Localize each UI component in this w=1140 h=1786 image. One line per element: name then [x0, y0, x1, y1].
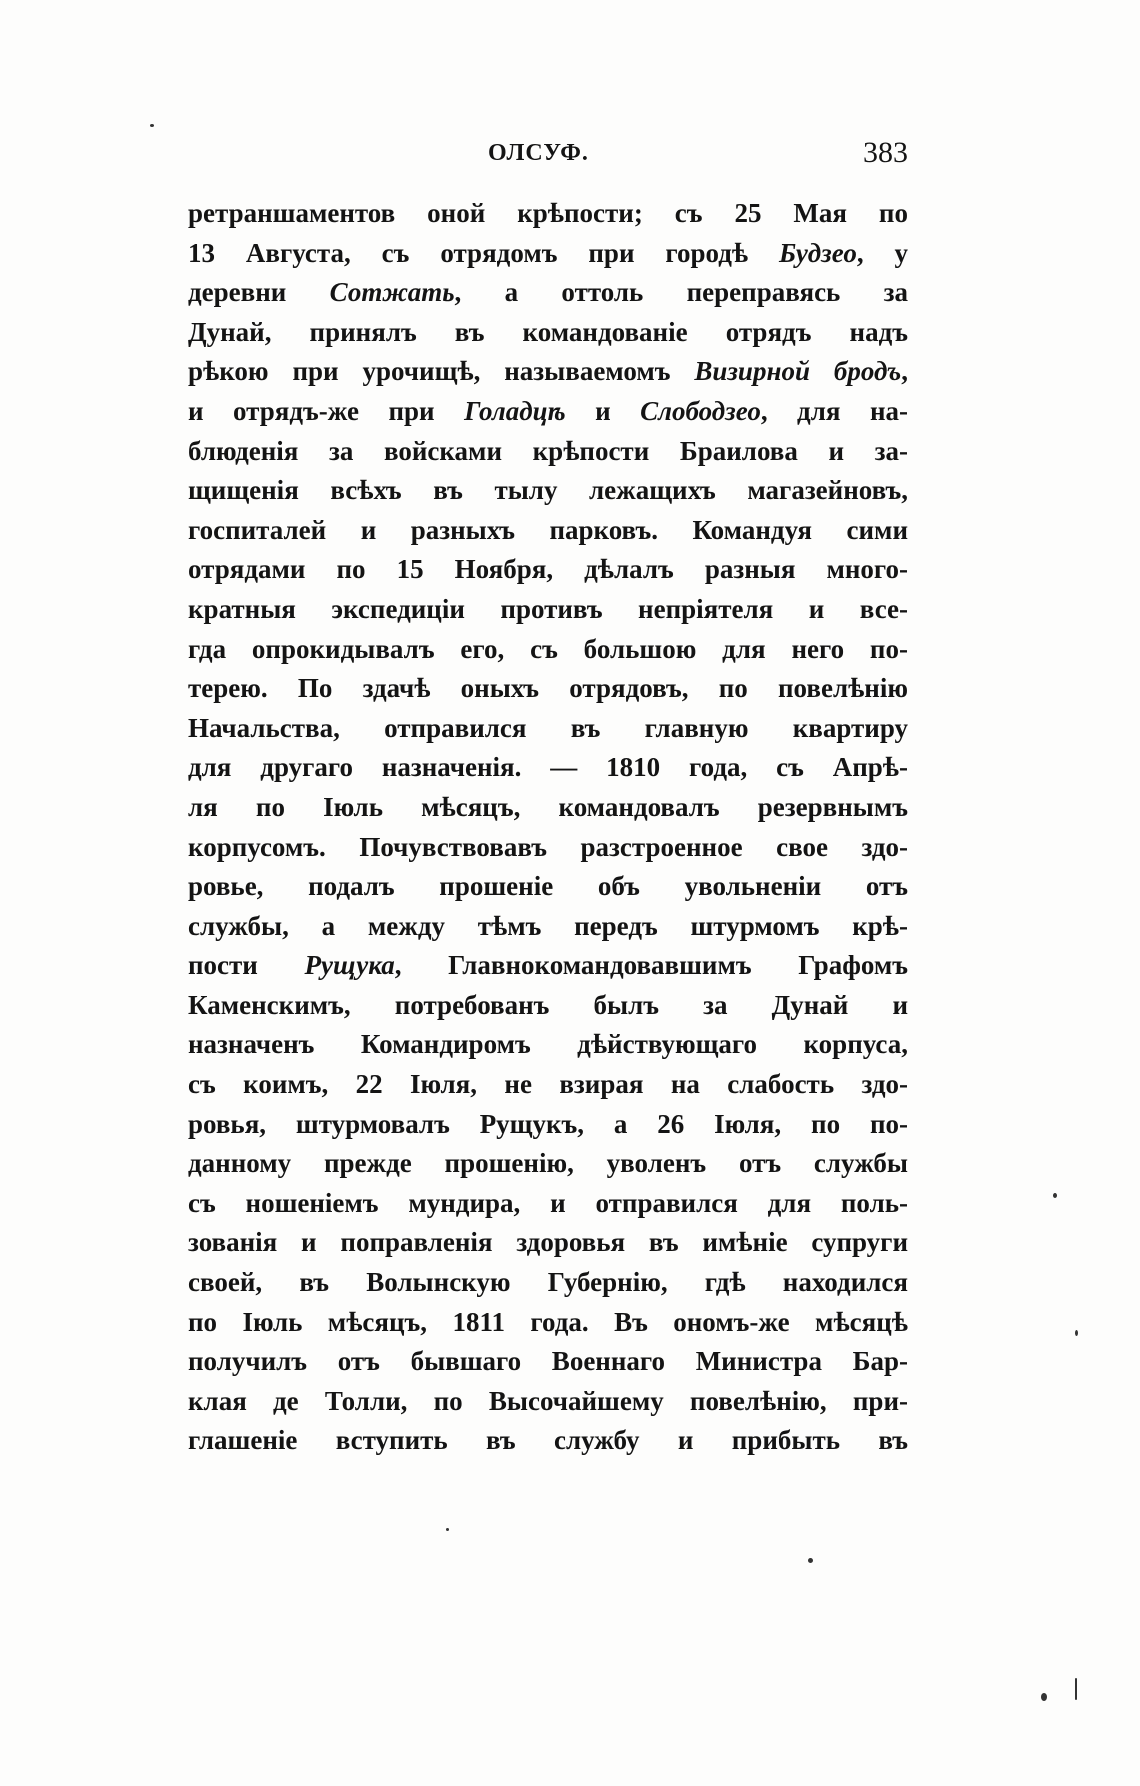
scan-speck: [150, 124, 154, 127]
text-line: своей, въ Волынскую Губернію, гдѣ находился: [188, 1267, 908, 1298]
text-line: Дунай, принялъ въ командованіе отрядъ надъ: [188, 316, 908, 347]
text-line: гда опрокидывалъ его, съ большою для него по-: [188, 633, 908, 664]
text-line: Начальства, отправился въ главную квартиру: [188, 712, 908, 743]
text-line: и отрядъ-же при Голадцѣ и Слободзео, для на-: [188, 395, 908, 426]
body-text: [188, 194, 908, 1461]
text-line: съ коимъ, 22 Іюля, не взирая на слабость здо-: [188, 1069, 908, 1100]
text-line: по Іюль мѣсяцъ, 1811 года. Въ ономъ-же мѣсяцѣ: [188, 1306, 908, 1337]
scan-speck: [1053, 1193, 1057, 1198]
text-line: терею. По здачѣ оныхъ отрядовъ, по повелѣнію: [188, 673, 908, 704]
scan-speck: [1075, 1330, 1078, 1336]
text-line: съ ношеніемъ мундира, и отправился для поль-: [188, 1187, 908, 1218]
scan-speck: [1075, 1678, 1077, 1700]
scan-speck: [446, 1528, 449, 1531]
text-line: назначенъ Командиромъ дѣйствующаго корпуса,: [188, 1029, 908, 1060]
text-line: ровье, подалъ прошеніе объ увольненіи отъ: [188, 871, 908, 902]
text-line: ретраншаментов оной крѣпости; съ 25 Мая по: [188, 198, 908, 228]
page-number: 383: [863, 136, 908, 169]
text-line: корпусомъ. Почувствовавъ разстроенное свое здо-: [188, 831, 908, 862]
text-line: данному прежде прошенію, уволенъ отъ службы: [188, 1148, 908, 1179]
text-line: получилъ отъ бывшаго Военнаго Министра Бар-: [188, 1346, 908, 1377]
text-line: блюденія за войсками крѣпости Браилова и за-: [188, 435, 908, 466]
text-line: Каменскимъ, потребованъ былъ за Дунай и: [188, 989, 908, 1020]
text-line: клая де Толли, по Высочайшему повелѣнію, при-: [188, 1385, 908, 1416]
text-line: ровья, штурмовалъ Рущукъ, а 26 Іюля, по по-: [188, 1108, 908, 1139]
page-header: [188, 136, 908, 176]
text-line: рѣкою при урочищѣ, называемомъ Визирной бродъ,: [188, 356, 908, 387]
text-line: деревни Сотжать, а оттоль переправясь за: [188, 277, 908, 308]
text-line: для другаго назначенія. — 1810 года, съ Апрѣ-: [188, 752, 908, 783]
text-line: службы, а между тѣмъ передъ штурмомъ крѣ-: [188, 910, 908, 941]
text-line: глашеніе вступить въ службу и прибыть въ: [188, 1425, 908, 1456]
text-line: 13 Августа, съ отрядомъ при городѣ Будзео, у: [188, 237, 908, 268]
text-line: кратныя экспедиціи противъ непріятеля и все-: [188, 593, 908, 624]
text-line: зованія и поправленія здоровья въ имѣніе супруги: [188, 1227, 908, 1258]
scan-speck: [808, 1558, 813, 1563]
running-head: ОЛСУФ.: [488, 140, 589, 166]
text-line: щищенія всѣхъ въ тылу лежащихъ магазейновъ,: [188, 475, 908, 506]
text-line: отрядами по 15 Ноября, дѣлалъ разныя много-: [188, 554, 908, 585]
text-line: госпиталей и разныхъ парковъ. Командуя сими: [188, 514, 908, 545]
text-line: пости Рущука, Главнокомандовавшимъ Графомъ: [188, 950, 908, 981]
text-line: ля по Іюль мѣсяцъ, командовалъ резервнымъ: [188, 791, 908, 822]
scan-speck: [1041, 1693, 1047, 1701]
